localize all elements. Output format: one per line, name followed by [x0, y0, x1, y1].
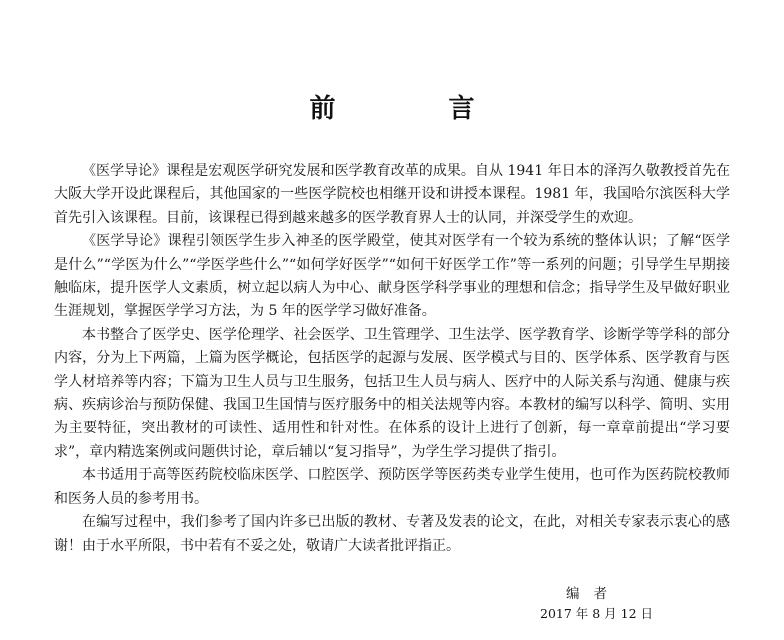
signature: 编者 [566, 586, 621, 602]
paragraph-5: 在编写过程中，我们参考了国内许多已出版的教材、专著及发表的论文，在此，对相关专家表示衷心的感谢！由于水平所限，书中若有不妥之处，敬请广大读者批评指正。 [54, 514, 730, 554]
paragraph-3: 本书整合了医学史、医学伦理学、社会医学、卫生管理学、卫生法学、医学教育学、诊断学等学科的部分内容，分为上下两篇，上篇为医学概论，包括医学的起源与发展、医学模式与目的、医学体系、医学教育与医学人材培养等内容；下篇为卫生人员与卫生服务，包括卫生人员与病人、医疗中的人际关系与沟通、健康与疾病、疾病诊治与预防保健、我国卫生国情与医疗服务中的相关法规等内容。本教材的编写以科学、简明、实用为主要特征，突出教材的可读性、适用性和针对性。在体系的设计上进行了创新，每一章章前提出“学习要求”，章内精选案例或问题供讨论，章后辅以“复习指导”，为学生学习提供了指引。 [54, 326, 730, 460]
paragraph-1: 《医学导论》课程是宏观医学研究发展和医学教育改革的成果。自从 1941 年日本的泽泻久敬教授首先在大阪大学开设此课程后，其他国家的一些医学院校也相继开设和讲授本课程。1981 年，我国哈尔滨医科大学首先引入该课程。目前，该课程已得到越来越多的医学教育界人士的认同，并深受学生的欢迎。 [54, 163, 730, 226]
date: 2017 年 8 月 12 日 [540, 606, 654, 621]
paragraph-2: 《医学导论》课程引领医学生步入神圣的医学殿堂，使其对医学有一个较为系统的整体认识；了解“医学是什么”“学医为什么”“学医学些什么”“如何学好医学”“如何干好医学工作”等一系列的问题；引导学生早期接触临床，提升医学人文素质，树立起以病人为中心、献身医学科学事业的理想和信念；指导学生及早做好职业生涯规划，掌握医学学习方法，为 5 年的医学学习做好准备。 [54, 233, 730, 320]
page-title: 前 言 [309, 94, 527, 124]
paragraph-4: 本书适用于高等医药院校临床医学、口腔医学、预防医学等医药类专业学生使用，也可作为医药院校教师和医务人员的参考用书。 [54, 467, 730, 507]
preface-body [54, 160, 730, 558]
